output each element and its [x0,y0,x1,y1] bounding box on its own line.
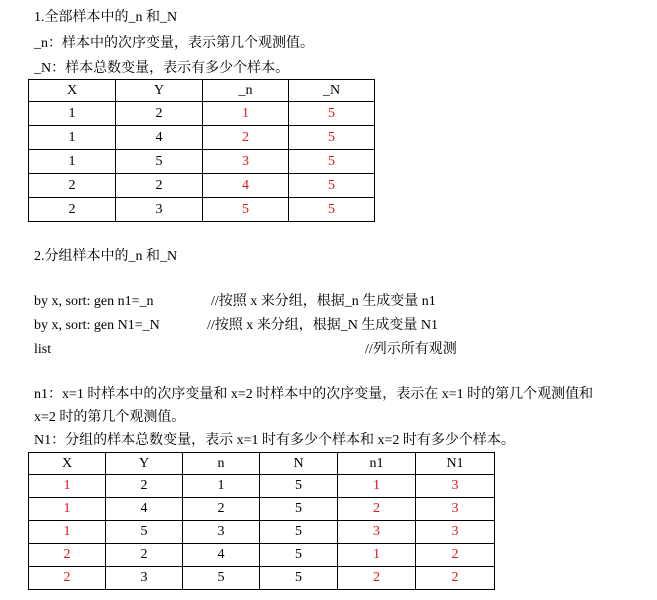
table-2 [28,452,495,590]
table-cell: 1 [29,126,116,150]
table-cell: 1 [29,498,106,521]
table-cell: 3 [416,498,495,521]
table-cell: 5 [260,498,338,521]
table-cell: 5 [203,198,289,222]
section2-heading: 2.分组样本中的_n 和_N [34,249,178,264]
table-cell: 5 [260,521,338,544]
table-cell: 2 [116,174,203,198]
table-cell: 1 [29,150,116,174]
table-cell: 5 [289,198,375,222]
section1-desc-n: _n：样本中的次序变量，表示第几个观测值。 [34,36,314,51]
table-cell: 5 [116,150,203,174]
table-cell: 2 [338,498,416,521]
table-row [29,544,495,567]
table-cell: 2 [338,567,416,590]
table-cell: 5 [289,150,375,174]
table-row [29,475,495,498]
table-2-header-y: Y [106,453,183,475]
table-row [29,174,375,198]
table-cell: 2 [106,475,183,498]
table-cell: 4 [116,126,203,150]
table-cell: 3 [416,521,495,544]
table-cell: 5 [260,544,338,567]
section2-desc-n1-line1: n1：x=1 时样本中的次序变量和 x=2 时样本中的次序变量，表示在 x=1 时的第几个观测值和 [34,387,594,402]
table-cell: 2 [29,198,116,222]
table-cell: 5 [260,567,338,590]
section1-heading: 1.全部样本中的_n 和_N [34,10,178,25]
table-row [29,102,375,126]
table-cell: 4 [183,544,260,567]
table-cell: 3 [203,150,289,174]
table-cell: 3 [416,475,495,498]
table-row [29,150,375,174]
table-cell: 2 [416,567,495,590]
table-cell: 3 [116,198,203,222]
table-cell: 1 [338,475,416,498]
table-cell: 2 [416,544,495,567]
table-row [29,521,495,544]
table-cell: 4 [203,174,289,198]
code-line-1-comment: //按照 x 来分组，根据_n 生成变量 n1 [211,294,436,309]
table-1-header-n: _n [203,80,289,102]
section1-desc-N: _N：样本总数变量，表示有多少个样本。 [34,61,290,76]
table-cell: 2 [116,102,203,126]
table-cell: 2 [29,567,106,590]
code-line-1-cmd: by x, sort: gen n1=_n [34,294,154,309]
table-1-header-row [29,80,375,102]
table-2-header-n1: n1 [338,453,416,475]
code-line-2-cmd: by x, sort: gen N1=_N [34,318,160,333]
code-line-2-comment: //按照 x 来分组，根据_N 生成变量 N1 [207,318,438,333]
table-cell: 2 [29,174,116,198]
table-1-header-y: Y [116,80,203,102]
table-cell: 1 [29,102,116,126]
table-2-header-x: X [29,453,106,475]
table-1-header-x: X [29,80,116,102]
table-cell: 1 [203,102,289,126]
table-cell: 5 [260,475,338,498]
table-cell: 1 [338,544,416,567]
table-row [29,198,375,222]
section2-desc-N1: N1：分组的样本总数变量，表示 x=1 时有多少个样本和 x=2 时有多少个样本。 [34,433,515,448]
table-cell: 5 [289,126,375,150]
table-cell: 5 [106,521,183,544]
table-row [29,498,495,521]
table-cell: 3 [183,521,260,544]
table-cell: 1 [29,521,106,544]
code-line-3-cmd: list [34,342,52,357]
code-line-3-comment: //列示所有观测 [365,342,457,357]
section2-desc-n1-line2: x=2 时的第几个观测值。 [34,410,186,425]
table-row [29,567,495,590]
table-cell: 2 [203,126,289,150]
table-cell: 5 [289,174,375,198]
table-cell: 3 [106,567,183,590]
table-2-header-N1: N1 [416,453,495,475]
table-1-header-N: _N [289,80,375,102]
table-cell: 1 [29,475,106,498]
table-2-header-N: N [260,453,338,475]
table-2-header-n: n [183,453,260,475]
table-cell: 4 [106,498,183,521]
table-cell: 2 [106,544,183,567]
table-cell: 1 [183,475,260,498]
table-1 [28,79,375,222]
table-cell: 2 [29,544,106,567]
table-cell: 3 [338,521,416,544]
table-cell: 2 [183,498,260,521]
table-cell: 5 [289,102,375,126]
table-row [29,126,375,150]
table-2-header-row [29,453,495,475]
table-cell: 5 [183,567,260,590]
